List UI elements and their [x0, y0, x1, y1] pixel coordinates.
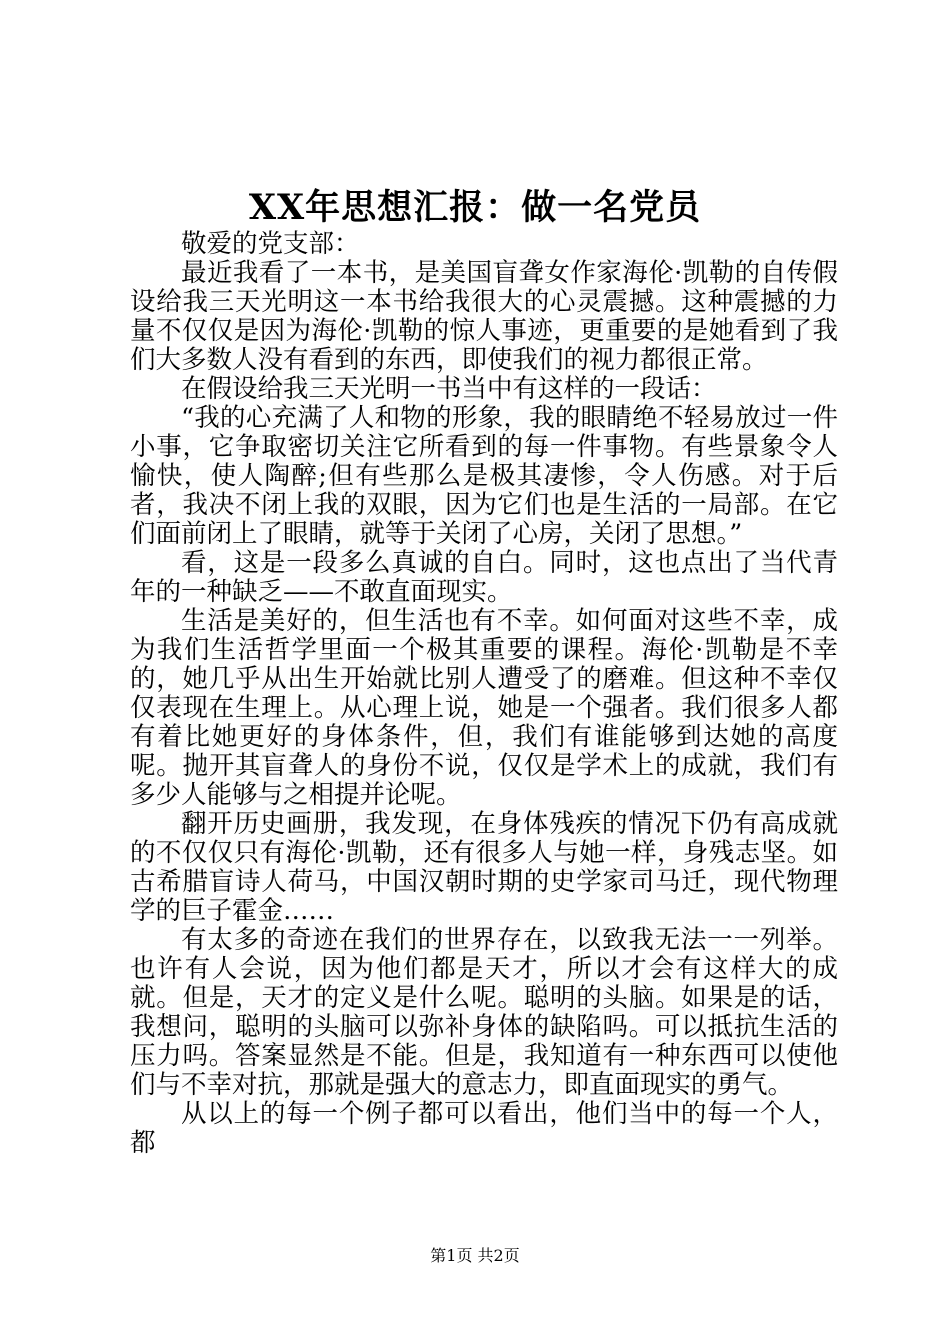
paragraph: 有太多的奇迹在我们的世界存在，以致我无法一一列举。也许有人会说，因为他们都是天才，所以才会有这样大的成就。但是，天才的定义是什么呢。聪明的头脑。如果是的话，我想问，聪明的头脑可以弥补身体的缺陷吗。可以抵抗生活的压力吗。答案显然是不能。但是，我知道有一种东西可以使他们与不幸对抗，那就是强大的意志力，即直面现实的勇气。	[130, 925, 838, 1100]
paragraph: 翻开历史画册，我发现，在身体残疾的情况下仍有高成就的不仅仅只有海伦·凯勒，还有很多人与她一样，身残志坚。如古希腊盲诗人荷马，中国汉朝时期的史学家司马迁，现代物理学的巨子霍金……	[130, 809, 838, 926]
page-number-footer: 第1页 共2页	[430, 1246, 520, 1265]
quote-paragraph: “我的心充满了人和物的形象，我的眼睛绝不轻易放过一件小事，它争取密切关注它所看到的每一件事物。有些景象令人愉快，使人陶醉;但有些那么是极其凄惨，令人伤感。对于后者，我决不闭上我的双眼，因为它们也是生活的一局部。在它们面前闭上了眼睛，就等于关闭了心房，关闭了思想。”	[130, 403, 838, 549]
paragraph: 生活是美好的，但生活也有不幸。如何面对这些不幸，成为我们生活哲学里面一个极其重要的课程。海伦·凯勒是不幸的，她几乎从出生开始就比别人遭受了的磨难。但这种不幸仅仅表现在生理上。从心理上说，她是一个强者。我们很多人都有着比她更好的身体条件，但，我们有谁能够到达她的高度呢。抛开其盲聋人的身份不说，仅仅是学术上的成就，我们有多少人能够与之相提并论呢。	[130, 606, 838, 810]
paragraph: 在假设给我三天光明一书当中有这样的一段话：	[181, 374, 717, 404]
paragraph: 从以上的每一个例子都可以看出，他们当中的每一个人，都	[130, 1099, 838, 1158]
document-title: XX年思想汇报：做一名党员	[248, 187, 702, 228]
paragraph: 看，这是一段多么真诚的自白。同时，这也点出了当代青年的一种缺乏——不敢直面现实。	[130, 548, 838, 607]
paragraph: 最近我看了一本书，是美国盲聋女作家海伦·凯勒的自传假设给我三天光明这一本书给我很大的心灵震撼。这种震撼的力量不仅仅是因为海伦·凯勒的惊人事迹，更重要的是她看到了我们大多数人没有看到的东西，即使我们的视力都很正常。	[130, 258, 838, 375]
document-body	[130, 230, 838, 1158]
salutation: 敬爱的党支部：	[181, 229, 360, 259]
